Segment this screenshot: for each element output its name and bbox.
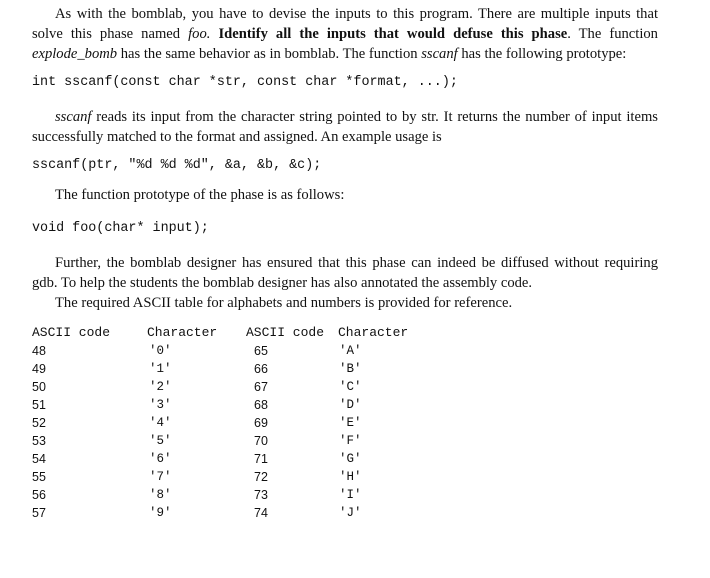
intro-text: As with the bomblab, you have to devise the inputs to this program. There are multiple inputs that solve this phase named [32, 6, 658, 42]
code-cell: 71 [254, 452, 268, 466]
foo-function-name: foo. [188, 26, 211, 42]
char-cell: '9' [149, 506, 172, 520]
code-cell: 52 [32, 416, 46, 430]
char-cell: '5' [149, 434, 172, 448]
header-ascii-code-2: ASCII code [246, 325, 325, 340]
explode-bomb-function-name: explode_bomb [32, 46, 118, 62]
char-cell: '3' [149, 398, 172, 412]
char-cell: 'J' [339, 506, 362, 520]
task-instruction: Identify all the inputs that would defuse this phase [218, 26, 568, 42]
header-character-1: Character [147, 325, 218, 340]
code-cell: 55 [32, 470, 46, 484]
char-cell: 'E' [339, 416, 362, 430]
char-cell: 'H' [339, 470, 362, 484]
intro-text: has the same behavior as in bomblab. The function [117, 46, 422, 62]
code-cell: 68 [254, 398, 268, 412]
intro-paragraph [32, 4, 658, 64]
code-cell: 50 [32, 380, 46, 394]
ascii-intro-paragraph: The required ASCII table for alphabets and numbers is provided for reference. [55, 295, 513, 311]
sscanf-description-paragraph [32, 107, 658, 147]
char-cell: '1' [149, 362, 172, 376]
char-cell: '8' [149, 488, 172, 502]
char-cell: '4' [149, 416, 172, 430]
char-cell: 'F' [339, 434, 362, 448]
char-cell: '2' [149, 380, 172, 394]
prototype-intro-paragraph: The function prototype of the phase is as follows: [55, 187, 345, 203]
code-cell: 51 [32, 398, 46, 412]
further-paragraph: Further, the bomblab designer has ensured that this phase can indeed be diffused without requiring gdb. To help the students the bomblab designer has also annotated the assembly code. [32, 255, 658, 291]
code-cell: 73 [254, 488, 268, 502]
code-cell: 65 [254, 344, 268, 358]
char-cell: 'C' [339, 380, 362, 394]
sscanf-function-name: sscanf [55, 109, 92, 125]
code-cell: 54 [32, 452, 46, 466]
char-cell: '6' [149, 452, 172, 466]
header-character-2: Character [338, 325, 409, 340]
sscanf-prototype-code: int sscanf(const char *str, const char *format, ...); [32, 75, 458, 90]
sscanf-description-text: reads its input from the character string pointed to by str. It returns the number of input items successfully matched to the format and assigned. An example usage is [32, 109, 658, 145]
header-ascii-code-1: ASCII code [32, 325, 111, 340]
char-cell: 'A' [339, 344, 362, 358]
sscanf-function-name: sscanf [421, 46, 458, 62]
further-section [32, 253, 658, 313]
sscanf-example-code: sscanf(ptr, "%d %d %d", &a, &b, &c); [32, 158, 322, 173]
char-cell: 'I' [339, 488, 362, 502]
char-cell: 'D' [339, 398, 362, 412]
char-cell: '7' [149, 470, 172, 484]
foo-prototype-code: void foo(char* input); [32, 221, 209, 236]
code-cell: 66 [254, 362, 268, 376]
code-cell: 72 [254, 470, 268, 484]
code-cell: 53 [32, 434, 46, 448]
code-cell: 74 [254, 506, 268, 520]
code-cell: 48 [32, 344, 46, 358]
char-cell: 'B' [339, 362, 362, 376]
code-cell: 70 [254, 434, 268, 448]
intro-text: has the following prototype: [457, 46, 627, 62]
char-cell: 'G' [339, 452, 362, 466]
char-cell: '0' [149, 344, 172, 358]
code-cell: 57 [32, 506, 46, 520]
code-cell: 49 [32, 362, 46, 376]
code-cell: 67 [254, 380, 268, 394]
code-cell: 69 [254, 416, 268, 430]
code-cell: 56 [32, 488, 46, 502]
intro-text: . The function [567, 26, 658, 42]
